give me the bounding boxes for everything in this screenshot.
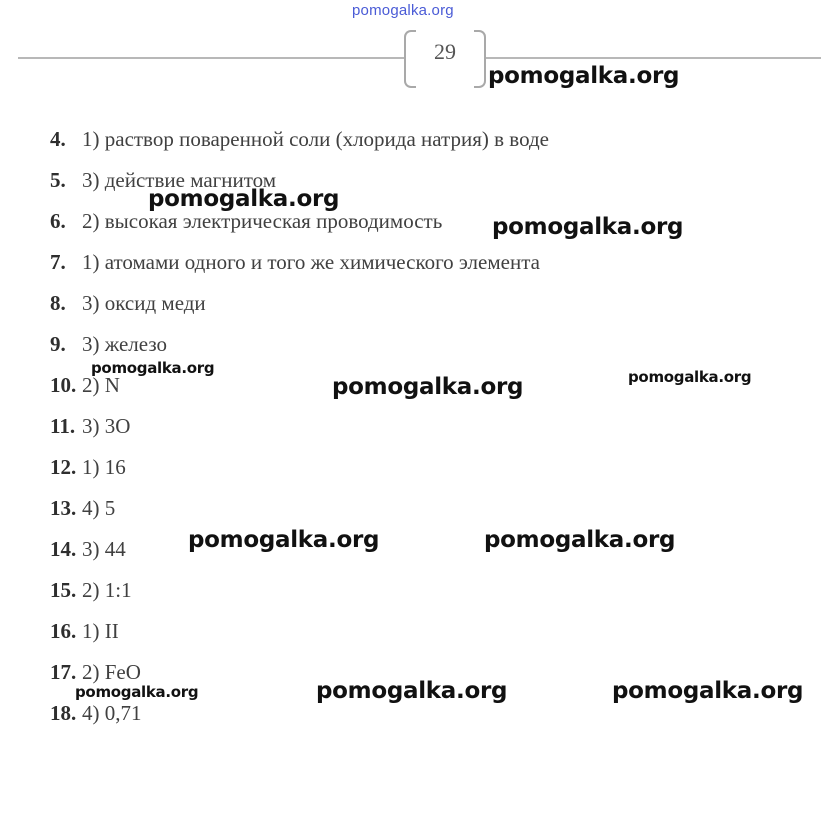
answer-number: 18. [50, 701, 77, 725]
answer-number: 12. [50, 455, 77, 479]
page-number: 29 [434, 39, 456, 64]
answer-number: 6. [50, 209, 66, 233]
answer-text: 1) раствор поваренной соли (хлорида натрия) в воде [82, 127, 549, 151]
watermark: pomogalka.org [612, 678, 804, 704]
answer-text: 1) атомами одного и того же химического элемента [82, 250, 540, 274]
answer-text: 4) 0,71 [82, 701, 142, 725]
answer-item [50, 411, 130, 441]
answer-text: 2) высокая электрическая проводимость [82, 209, 443, 233]
watermark: pomogalka.org [316, 678, 508, 704]
answer-item [50, 124, 549, 154]
answer-item [50, 534, 126, 564]
answer-text: 2) FeO [82, 660, 141, 684]
answer-number: 9. [50, 332, 66, 356]
answer-number: 17. [50, 660, 77, 684]
watermark: pomogalka.org [188, 527, 380, 553]
watermark: pomogalka.org [75, 683, 199, 701]
answer-text: 3) 3O [82, 414, 131, 438]
watermark: pomogalka.org [91, 359, 215, 377]
answer-item [50, 698, 142, 728]
answer-text: 1) 16 [82, 455, 126, 479]
page-number-box [404, 30, 486, 86]
answer-text: 4) 5 [82, 496, 116, 520]
answer-item [50, 288, 206, 318]
watermark: pomogalka.org [488, 63, 680, 89]
answer-item [50, 247, 540, 277]
answer-item [50, 493, 115, 523]
answer-number: 8. [50, 291, 66, 315]
answer-item [50, 616, 119, 646]
answer-number: 15. [50, 578, 77, 602]
answer-number: 10. [50, 373, 77, 397]
answer-number: 7. [50, 250, 66, 274]
answer-text: 3) железо [82, 332, 168, 356]
answer-item [50, 575, 132, 605]
watermark: pomogalka.org [332, 374, 524, 400]
watermark: pomogalka.org [628, 368, 752, 386]
watermark: pomogalka.org [484, 527, 676, 553]
answer-text: 2) N [82, 373, 120, 397]
answer-number: 14. [50, 537, 77, 561]
answer-number: 11. [50, 414, 76, 438]
answer-text: 2) 1:1 [82, 578, 132, 602]
answer-text: 3) действие магнитом [82, 168, 277, 192]
answer-number: 13. [50, 496, 77, 520]
answer-number: 4. [50, 127, 66, 151]
answer-number: 16. [50, 619, 77, 643]
answer-item [50, 329, 167, 359]
watermark: pomogalka.org [148, 186, 340, 212]
answer-number: 5. [50, 168, 66, 192]
answer-text: 3) 44 [82, 537, 126, 561]
answer-item [50, 452, 126, 482]
site-header-mark: pomogalka.org [352, 2, 454, 19]
watermark: pomogalka.org [492, 214, 684, 240]
answer-text: 3) оксид меди [82, 291, 206, 315]
answer-text: 1) II [82, 619, 119, 643]
